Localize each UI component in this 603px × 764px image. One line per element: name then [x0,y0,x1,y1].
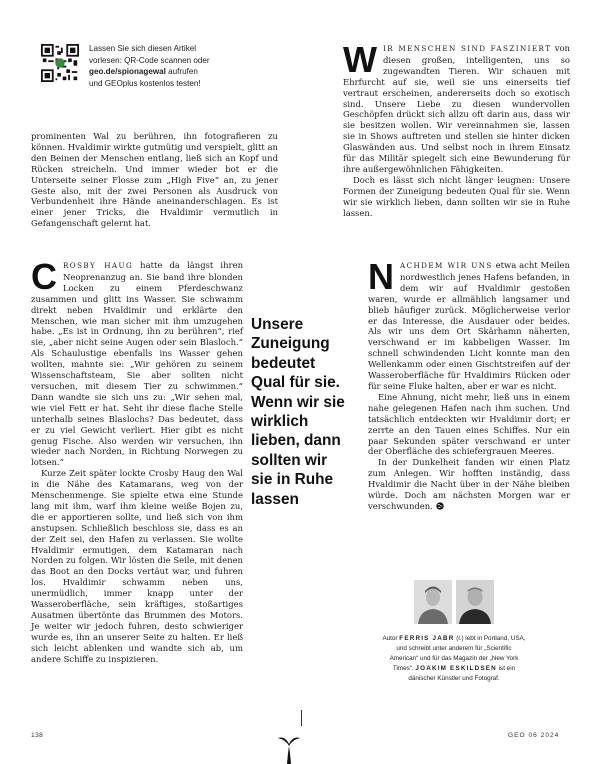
qr-line-1: Lassen Sie sich diesen Artikel [89,44,197,53]
drop-cap: C [31,256,57,297]
qr-link[interactable]: geo.de/spionagewal [89,67,166,77]
author-photo [414,580,452,624]
drop-cap: N [368,256,394,297]
globe-end-icon [436,502,444,510]
issue-label: GEO 06 2024 [508,732,560,739]
lead-in-caps: IR MENSCHEN SIND FASZINIERT [382,44,552,53]
whale-tail-icon [272,716,306,764]
column-right-bottom [368,256,570,512]
paragraph: von diesen großen, intelligenten, uns so zugewandten Tieren. Wir schauen mit Ehrfurcht auf sie, weil sie uns einerseits tief vertraut erscheinen, andererseits doch so exotisch sind. Unsere Liebe zu diesen wundervollen Geschöpfen drückt sich allzu oft darin aus, dass wir sie besitzen wollen. Wir vereinnahmen sie, lassen sie in Shows auftreten und stellen sie hinter dicken Glaswänden aus. Und selbst noch in ihrem Einsatz für das Militär spiegelt sich eine Bewunderung für ihre außergewöhnlichen Fähigkeiten. [343,43,570,174]
qr-line-4: und GEOplus kostenlos testen! [89,78,201,88]
author-name: FERRIS JABR [399,635,455,642]
qr-code-icon[interactable] [41,44,79,82]
photographer-portrait [456,580,494,624]
page-number: 138 [31,732,44,739]
column-left-bottom [31,256,244,665]
drop-cap: W [343,39,377,80]
paragraph: In der Dunkelheit fanden wir einen Platz zum Anlegen. Wir hofften inständig, dass Hvaldimir die Nacht über in der Nähe bleiben würde. Doch am nächsten Morgen war er verschwunden. [368,457,570,511]
paragraph: Doch es lässt sich nicht länger leugnen: Unsere Formen der Zuneigung bedeuten Qual für sie. Wenn wir sie wirklich lieben, dann sollten wir sie in Ruhe lassen. [343,174,570,218]
paragraph: hatte da längst ihren Neoprenanzug an. Sie band ihre blonden Locken zu einem Pferdeschwanz zusammen und glitt ins Wasser. Sie schwamm direkt neben Hvaldimir und erklärte den Menschen, wie man sicher mit ihm umzugehen habe. „Es ist in Ordnung, ihn zu berühren“, rief sie, „aber nicht seine Augen oder sein Blasloch.“ Als Schaulustige ebenfalls ins Wasser gehen wollten, mahnte sie: „Wir gehören zu seinem Wissenschaftsteam, Sie aber sollten nicht versuchen, mit diesem Tier zu schwimmen.“ Dann wandte sie sich uns zu: „Wir sehen mal, wie viel Fett er hat. Seht ihr diese flache Stelle unterhalb seines Blaslochs? Das bedeutet, dass er zu viel Gewicht verliert. Hier gibt es nicht genug Fische. Also werden wir versuchen, ihn wieder nach Norden, in Richtung Norwegen zu lotsen.“ [31,260,244,468]
qr-instructions [89,43,279,89]
author-portrait [414,580,452,624]
lead-in-caps: ROSBY HAUG [63,261,134,270]
paragraph: Eine Ahnung, nicht mehr, ließ uns in einem nahe gelegenen Hafen nach ihm suchen. Und tatsächlich entdeckten wir Hvaldimir dort; er zerrte an den Tauen eines Schiffes. Nur ein paar Sekunden später verschwand er unter der Oberfläche des schiefergrauen Meeres. [368,391,570,457]
column-left-top [31,131,278,229]
paragraph: etwa acht Meilen nordwestlich jenes Hafens befanden, in dem wir auf Hvaldimir gestoßen waren, wurde er allmählich langsamer und blieb häufiger zurück. Möglicherweise verlor er das Interesse, die Ausdauer oder beides. Als wir uns dem Ort Skärhamn näherten, verschwand er im kabbeligen Wasser. Im schnell schwindenden Licht konnte man den Wellenkamm oder einen Gischtstreifen auf der Wasseroberfläche für Hvaldimirs Rücken oder für seine Fluke halten, aber er war es nicht. [368,260,570,391]
column-right-top [343,39,570,219]
photographer-photo [456,580,494,624]
pull-quote: Unsere Zuneigung bedeutet Qual für sie. Wenn wir sie wirklich lieben, dann sollten wir sie in Ruhe lassen [251,316,345,508]
photographer-bio: ist ein dänischer Künstler und Fotograf. [408,665,516,682]
credits-prefix: Autor [382,635,400,642]
paragraph: Kurze Zeit später lockte Crosby Haug den Wal in die Nähe des Katamarans, weg von der Menschenmenge. Sie spielte etwa eine Stunde lang mit ihm, warf ihm kleine weiße Bojen zu, die er apportieren sollte, und ließ sich von ihm anstupsen. Schließlich beschloss sie, dass es an der Zeit sei, den Hafen zu verlassen. Sie wollte Hvaldimir ermutigen, dem Katamaran nach Norden zu folgen. Wir lösten die Seile, mit denen das Boot an den Docks vertäut war, und fuhren los. Hvaldimir schwamm neben uns, unermüdlich, immer knapp unter der Wasseroberfläche, sein kräftiges, stoßartiges Ausatmen übertönte das Brummen des Motors. Je weiter wir jedoch fuhren, desto schwieriger wurde es, ihn an unserer Seite zu halten. Er ließ sich leicht ablenken und wandte sich ab, um andere Schiffe zu inspizieren. [31,468,243,664]
lead-in-caps: ACHDEM WIR UNS [400,261,493,270]
qr-line-3: aufrufen [165,67,198,77]
author-credits [382,634,526,684]
author-bio: (l.) lebt in Portland, USA, und schreibt unter anderem für „Scientific American“ und für das Magazin der „New York Times“. [389,635,526,672]
paragraph: prominenten Wal zu berühren, ihn fotografieren zu können. Hvaldimir wirkte gutmütig und verspielt, glitt an den Beinen der Menschen entlang, ließ sich an Kopf und Rücken streicheln. Und immer wieder bot er die Unterseite seiner Flosse zum „High Five“ an, zu jener Geste also, mit der zwei Personen als Ausdruck von Verbundenheit ihre Hände aneinanderschlagen. Es ist einer jener Tricks, die Hvaldimir vermutlich in Gefangenschaft gelernt hat. [31,131,278,229]
qr-line-2: vorlesen: QR-Code scannen oder [89,55,210,65]
photographer-name: JOAKIM ESKILDSEN [415,665,497,672]
